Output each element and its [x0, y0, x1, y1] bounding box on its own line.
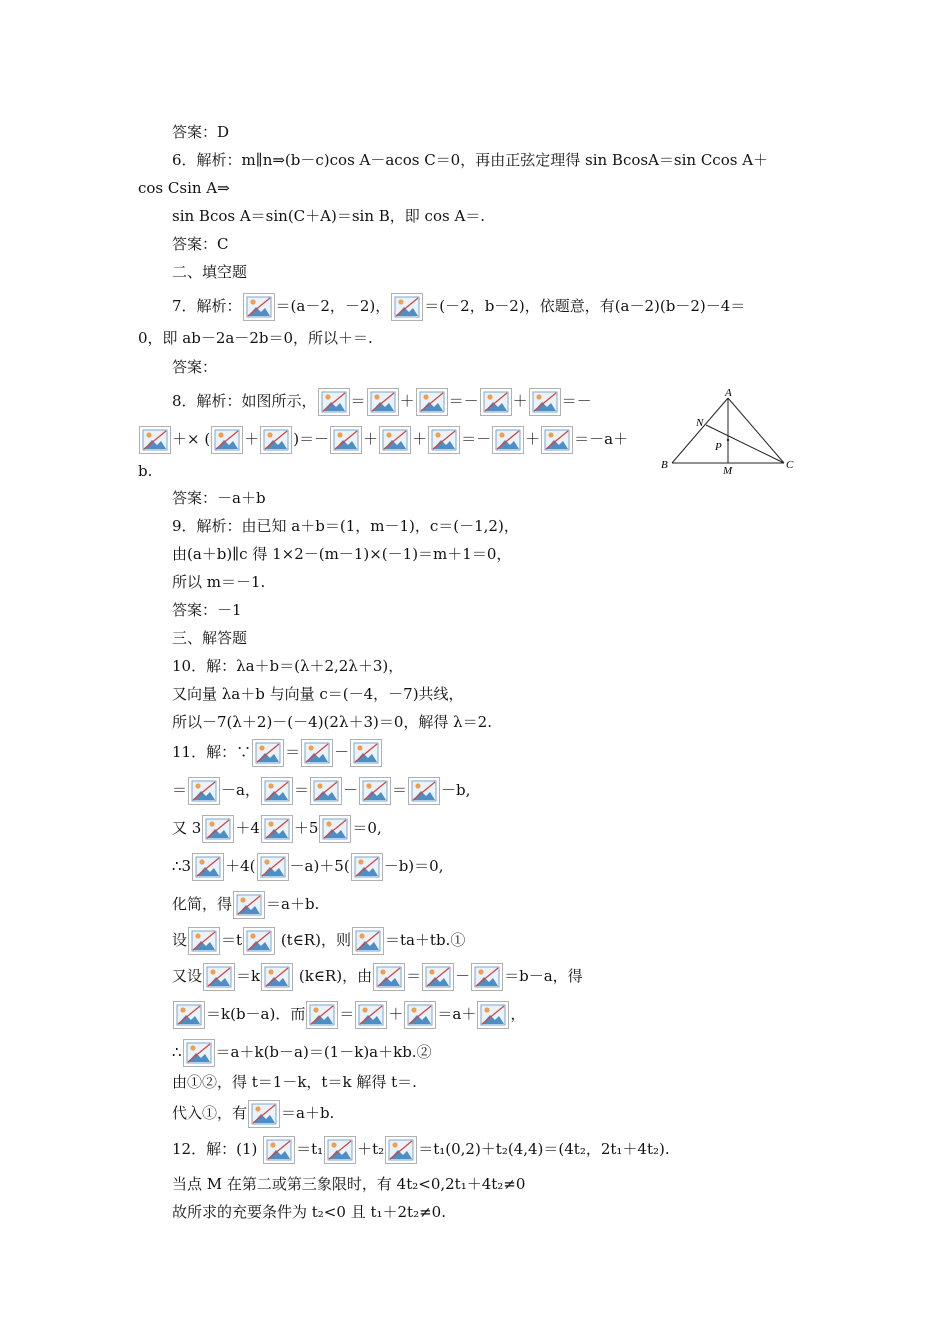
broken-image-icon	[428, 426, 460, 454]
broken-image-icon	[416, 388, 448, 416]
line-text: sin Bcos A＝sin(C＋A)＝sin B，即 cos A＝.	[172, 207, 486, 225]
line-text: 设	[172, 931, 188, 949]
line-text: (k∈R)，由	[294, 967, 373, 985]
doc-line	[172, 655, 403, 677]
broken-image-icon	[261, 963, 293, 991]
line-text: 10．解：λa＋b＝(λ＋2,2λ＋3)，	[172, 657, 404, 675]
doc-line	[138, 460, 152, 482]
line-text: 所以 m＝－1.	[172, 573, 266, 591]
broken-image-icon	[233, 891, 265, 919]
doc-line	[172, 815, 382, 843]
line-text: 由①②，得 t＝1－k，t＝k 解得 t＝.	[172, 1073, 417, 1091]
broken-image-icon	[529, 388, 561, 416]
line-text: 答案：D	[172, 123, 230, 141]
label-M: M	[723, 465, 733, 477]
line-text: ＝－	[561, 392, 592, 410]
line-text: 6．解析：m∥n⇒(b－c)cos A－acos C＝0，再由正弦定理得 sin BcosA＝sin Ccos A＋	[172, 151, 769, 169]
label-C: C	[786, 459, 794, 471]
line-text: ＝a＋	[437, 1005, 477, 1023]
line-text: cos Csin A⇒	[138, 179, 230, 197]
line-text: ，	[510, 1005, 526, 1023]
line-text: 故所求的充要条件为 t₂<0 且 t₁＋2t₂≠0.	[172, 1203, 446, 1221]
line-text: ＝	[293, 781, 309, 799]
broken-image-icon	[211, 426, 243, 454]
line-text: 11．解：∵	[172, 743, 252, 761]
doc-line	[172, 1071, 417, 1093]
doc-line	[172, 927, 465, 955]
doc-line	[172, 711, 492, 733]
broken-image-icon	[367, 388, 399, 416]
doc-line	[172, 121, 229, 143]
broken-image-icon	[188, 927, 220, 955]
doc-line	[172, 1001, 525, 1029]
label-A: A	[725, 388, 732, 399]
line-text: ＋× (	[172, 430, 211, 448]
line-text: ＝0,	[352, 819, 382, 837]
line-text: ＋	[512, 392, 528, 410]
doc-line	[172, 1039, 432, 1067]
label-P: P	[715, 441, 722, 453]
line-text: ＝k	[236, 967, 261, 985]
broken-image-icon	[243, 293, 275, 321]
broken-image-icon	[541, 426, 573, 454]
line-text: 8．解析：如图所示，	[172, 392, 317, 410]
line-text: 三、解答题	[172, 629, 248, 647]
line-text: 代入①，有	[172, 1104, 248, 1122]
broken-image-icon	[183, 1039, 215, 1067]
broken-image-icon	[139, 426, 171, 454]
doc-line	[138, 327, 373, 349]
doc-line	[172, 1201, 446, 1223]
line-text: 化简，得	[172, 895, 233, 913]
doc-line	[172, 1136, 670, 1164]
broken-image-icon	[373, 963, 405, 991]
broken-image-icon	[202, 815, 234, 843]
line-text: ∴3	[172, 857, 192, 875]
line-text: )＝－	[293, 430, 330, 448]
label-N: N	[696, 417, 704, 429]
doc-line	[172, 1173, 525, 1195]
line-text: ＝ta＋tb.①	[384, 931, 466, 949]
line-text: ＝	[285, 743, 301, 761]
line-text: －a，	[221, 781, 260, 799]
line-text: ＝b－a，得	[504, 967, 583, 985]
line-text: ＝t₁(0,2)＋t₂(4,4)＝(4t₂，2t₁＋4t₂).	[418, 1140, 670, 1158]
broken-image-icon	[404, 1001, 436, 1029]
line-text: 答案：	[172, 358, 218, 376]
doc-line	[172, 543, 511, 565]
line-text: ＝	[392, 781, 408, 799]
broken-image-icon	[306, 1001, 338, 1029]
line-text: ＋	[363, 430, 379, 448]
line-text: 7．解析：	[172, 297, 242, 315]
line-text: ＋5	[293, 819, 319, 837]
line-text: 又 3	[172, 819, 202, 837]
doc-line	[172, 487, 266, 509]
doc-line	[172, 1100, 334, 1128]
line-text: ＝t	[221, 931, 243, 949]
broken-image-icon	[263, 1136, 295, 1164]
line-text: 又向量 λa＋b 与向量 c＝(－4，－7)共线，	[172, 685, 464, 703]
broken-image-icon	[243, 927, 275, 955]
broken-image-icon	[310, 777, 342, 805]
doc-line	[172, 515, 519, 537]
line-text: 9．解析：由已知 a＋b＝(1，m－1)，c＝(－1,2)，	[172, 517, 519, 535]
line-text: ＝－	[461, 430, 492, 448]
broken-image-icon	[319, 815, 351, 843]
doc-line	[172, 261, 247, 283]
broken-image-icon	[318, 388, 350, 416]
label-B: B	[661, 459, 668, 471]
line-text: ＝a＋k(b－a)＝(1－k)a＋kb.②	[215, 1043, 432, 1061]
doc-line	[172, 683, 464, 705]
line-text: (t∈R)，则	[276, 931, 351, 949]
broken-image-icon	[359, 777, 391, 805]
line-text: ＋	[388, 1005, 404, 1023]
broken-image-icon	[261, 815, 293, 843]
doc-line	[138, 426, 628, 454]
broken-image-icon	[350, 739, 382, 767]
broken-image-icon	[408, 777, 440, 805]
line-text: ＝	[350, 392, 366, 410]
line-text: 又设	[172, 967, 203, 985]
broken-image-icon	[352, 927, 384, 955]
doc-line	[172, 571, 265, 593]
doc-line	[172, 205, 485, 227]
line-text: 当点 M 在第二或第三象限时，有 4t₂<0,2t₁＋4t₂≠0	[172, 1175, 526, 1193]
broken-image-icon	[422, 963, 454, 991]
line-text: ∴	[172, 1043, 182, 1061]
line-text: 由(a＋b)∥c 得 1×2－(m－1)×(－1)＝m＋1＝0，	[172, 545, 512, 563]
line-text: ＝k(b－a)．而	[206, 1005, 306, 1023]
broken-image-icon	[252, 739, 284, 767]
doc-line	[172, 356, 217, 378]
doc-line	[172, 891, 319, 919]
doc-line	[172, 599, 242, 621]
broken-image-icon	[188, 777, 220, 805]
broken-image-icon	[248, 1100, 280, 1128]
doc-line	[172, 388, 592, 416]
line-text: ＝－a＋	[574, 430, 629, 448]
line-text: ＋	[244, 430, 260, 448]
doc-line	[172, 627, 247, 649]
line-text: ＝－	[448, 392, 479, 410]
broken-image-icon	[257, 853, 289, 881]
broken-image-icon	[391, 293, 423, 321]
line-text: ＋	[399, 392, 415, 410]
line-text: ＝	[339, 1005, 355, 1023]
line-text: 所以－7(λ＋2)－(－4)(2λ＋3)＝0，解得 λ＝2.	[172, 713, 492, 731]
doc-line	[172, 149, 768, 171]
line-text: ＝t₁	[296, 1140, 324, 1158]
doc-line	[172, 293, 745, 321]
doc-line	[172, 853, 443, 881]
broken-image-icon	[330, 426, 362, 454]
doc-line	[172, 233, 228, 255]
line-text: 答案：－1	[172, 601, 242, 619]
broken-image-icon	[379, 426, 411, 454]
line-text: ＋t₂	[357, 1140, 385, 1158]
broken-image-icon	[301, 739, 333, 767]
line-text: －b,	[441, 781, 471, 799]
broken-image-icon	[173, 1001, 205, 1029]
line-text: 答案：－a＋b	[172, 489, 266, 507]
doc-line	[172, 739, 383, 767]
line-text: ＝(－2，b－2)，依题意，有(a－2)(b－2)－4＝	[424, 297, 746, 315]
broken-image-icon	[355, 1001, 387, 1029]
line-text: －	[342, 781, 358, 799]
broken-image-icon	[351, 853, 383, 881]
line-text: 答案：C	[172, 235, 229, 253]
broken-image-icon	[492, 426, 524, 454]
line-text: b.	[138, 462, 153, 480]
line-text: 12．解：(1)	[172, 1140, 263, 1158]
line-text: ＋4(	[225, 857, 256, 875]
broken-image-icon	[471, 963, 503, 991]
broken-image-icon	[385, 1136, 417, 1164]
line-text: ＝	[406, 967, 422, 985]
line-text: ＝a＋b.	[281, 1104, 335, 1122]
line-text: ＋	[412, 430, 428, 448]
broken-image-icon	[192, 853, 224, 881]
broken-image-icon	[261, 777, 293, 805]
line-text: －	[334, 743, 350, 761]
broken-image-icon	[203, 963, 235, 991]
broken-image-icon	[260, 426, 292, 454]
line-text: －b)＝0,	[383, 857, 444, 875]
line-text: 0，即 ab－2a－2b＝0，所以＋＝.	[138, 329, 373, 347]
broken-image-icon	[477, 1001, 509, 1029]
triangle-figure	[656, 388, 801, 478]
line-text: －	[455, 967, 471, 985]
broken-image-icon	[480, 388, 512, 416]
line-text: ＋	[525, 430, 541, 448]
broken-image-icon	[324, 1136, 356, 1164]
line-text: ＝	[172, 781, 188, 799]
line-text: ＝(a－2，－2)，	[275, 297, 391, 315]
doc-line	[172, 963, 583, 991]
line-text: ＝a＋b.	[266, 895, 320, 913]
line-text: ＋4	[235, 819, 260, 837]
doc-line	[172, 777, 470, 805]
line-text: 二、填空题	[172, 263, 248, 281]
line-text: －a)＋5(	[289, 857, 350, 875]
doc-line	[138, 177, 230, 199]
